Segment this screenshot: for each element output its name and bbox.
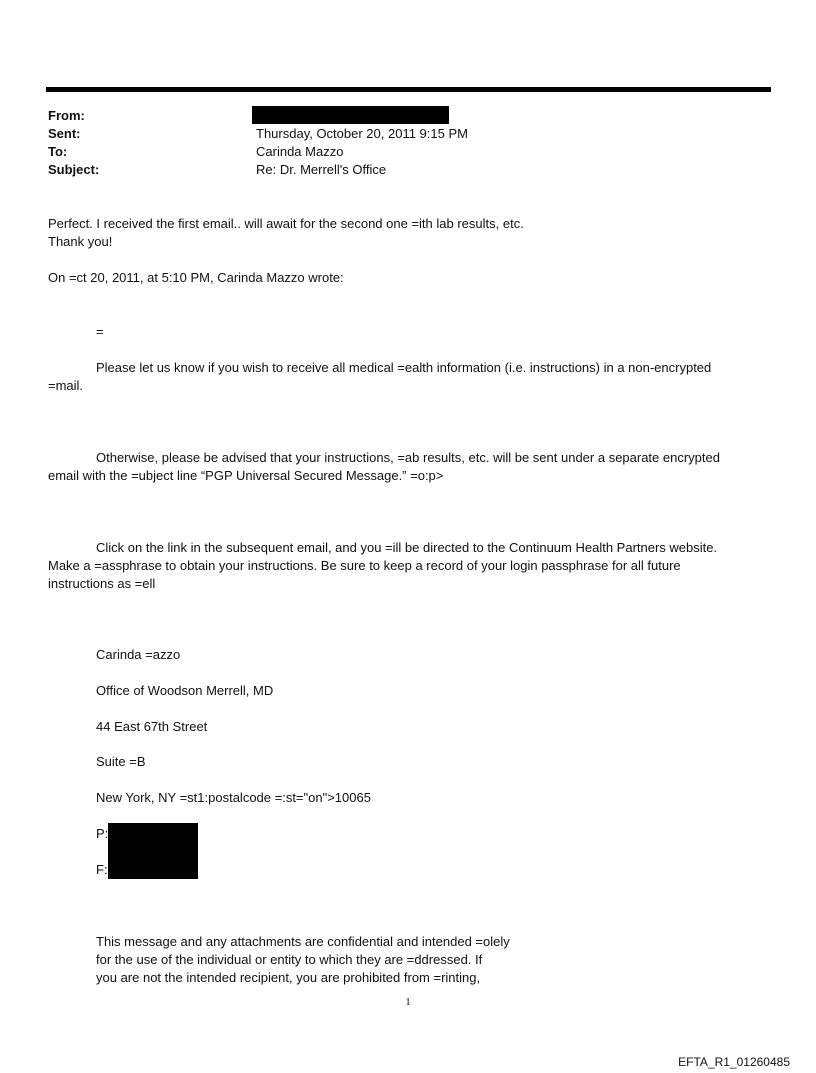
subject-value: Re: Dr. Merrell's Office — [256, 162, 387, 177]
to-label: To: — [48, 144, 68, 159]
sent-label: Sent: — [48, 126, 81, 141]
to-value: Carinda Mazzo — [256, 144, 344, 159]
header-rule — [46, 87, 771, 92]
phone-fax-redaction — [108, 823, 198, 879]
from-redaction — [252, 106, 449, 124]
para2-line-b: email with the =ubject line “PGP Universal Secured Message.” =o:p> — [48, 468, 444, 483]
para1-line-b: =mail. — [48, 378, 84, 393]
body-line-2: Thank you! — [48, 234, 113, 249]
disclaimer-line-1: This message and any attachments are confidential and intended =olely — [96, 934, 510, 949]
disclaimer-line-2: for the use of the individual or entity to which they are =ddressed. If — [96, 952, 483, 967]
sent-value: Thursday, October 20, 2011 9:15 PM — [256, 126, 468, 141]
disclaimer-line-3: you are not the intended recipient, you are prohibited from =rinting, — [96, 970, 481, 985]
from-label: From: — [48, 108, 85, 123]
para3-line-b: Make a =assphrase to obtain your instructions. Be sure to keep a record of your login passphrase for all future — [48, 558, 681, 573]
fax-label: F: — [96, 862, 108, 877]
phone-label: P: — [96, 826, 109, 841]
para2-line-a: Otherwise, please be advised that your instructions, =ab results, etc. will be sent under a separate encrypted — [96, 450, 720, 465]
signature-city: New York, NY =st1:postalcode =:st="on">10065 — [96, 790, 371, 805]
para1-line-a: Please let us know if you wish to receive all medical =ealth information (i.e. instructions) in a non-encrypted — [96, 360, 712, 375]
subject-label: Subject: — [48, 162, 100, 177]
body-line-1: Perfect. I received the first email.. will await for the second one =ith lab results, etc. — [48, 216, 524, 231]
para3-line-a: Click on the link in the subsequent email, and you =ill be directed to the Continuum Health Partners website. — [96, 540, 718, 555]
page-number: 1 — [405, 996, 411, 1008]
signature-street: 44 East 67th Street — [96, 719, 208, 734]
signature-suite: Suite =B — [96, 754, 146, 769]
quote-intro: On =ct 20, 2011, at 5:10 PM, Carinda Mazzo wrote: — [48, 270, 344, 285]
equals-line: = — [96, 324, 104, 339]
signature-name: Carinda =azzo — [96, 647, 181, 662]
para3-line-c: instructions as =ell — [48, 576, 156, 591]
document-id: EFTA_R1_01260485 — [678, 1055, 790, 1069]
signature-office: Office of Woodson Merrell, MD — [96, 683, 274, 698]
